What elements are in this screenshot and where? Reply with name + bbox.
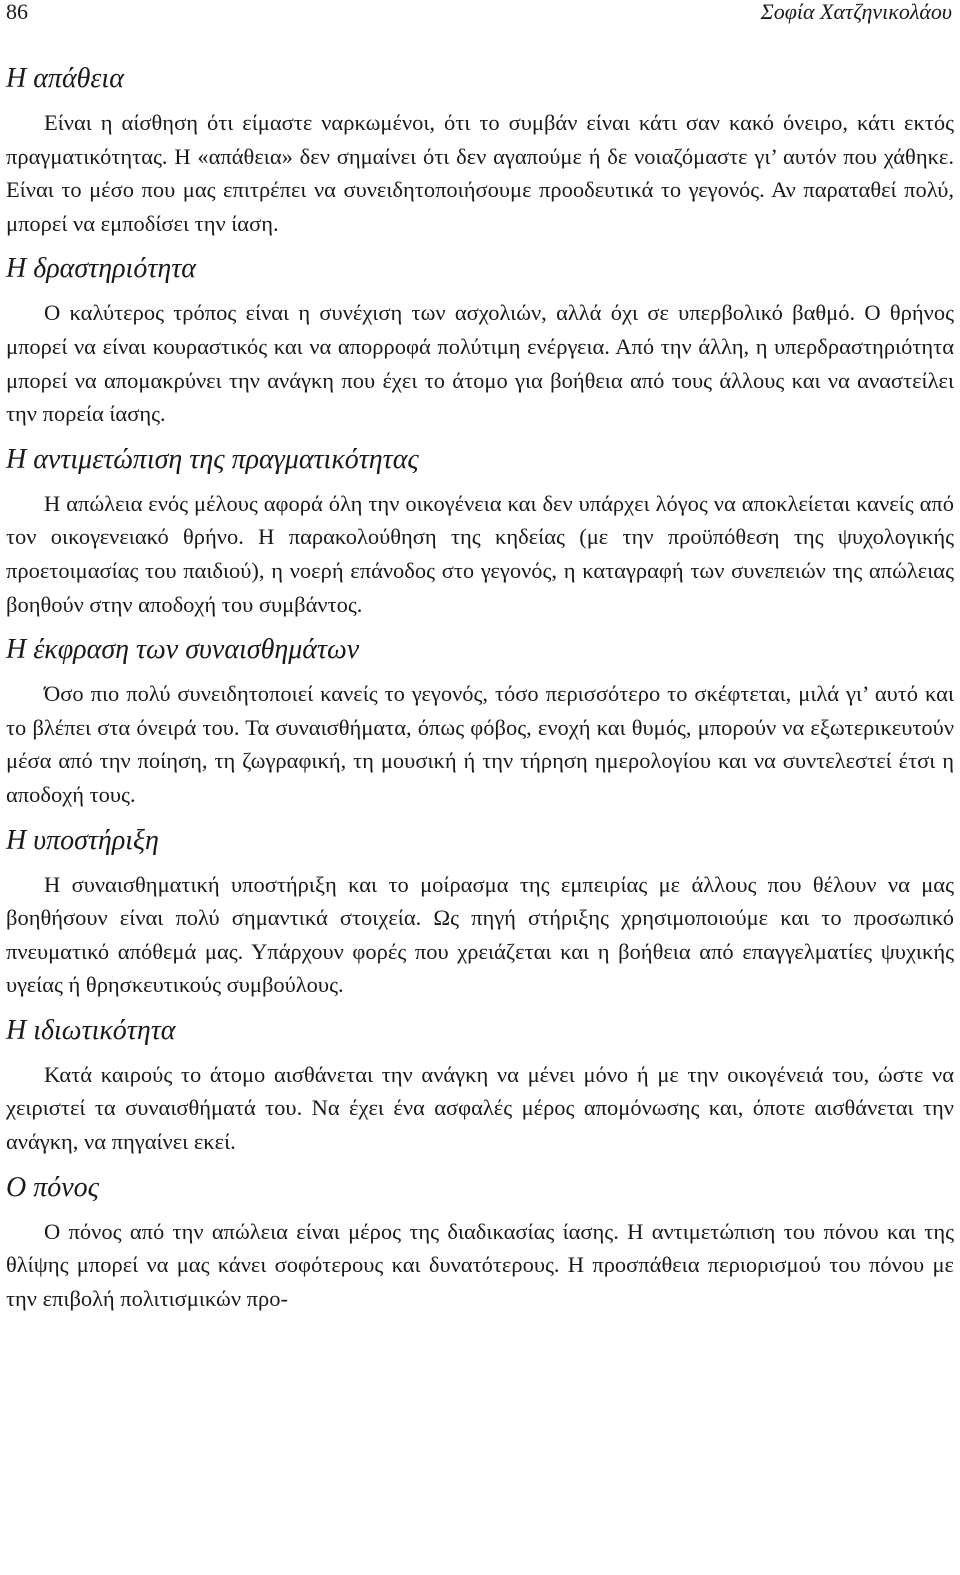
section-idiotikotita <box>6 1010 954 1159</box>
section-paragraph: Όσο πιο πολύ συνειδητοποιεί κανείς το γεγονός, τόσο περισσότερο το σκέφτεται, μιλά γι’ αυτό και το βλέπει στα όνειρά του. Τα συναισθήματα, όπως φόβος, ενοχή και θυμός, μπορούν να εξωτερικευτούν μέσα από την ποίηση, τη ζωγραφική, τη μουσική ή την τήρηση ημερολογίου και να συντελεστεί έτσι η αποδοχή τους. <box>6 681 954 807</box>
running-head <box>0 0 960 30</box>
section-heading: Ο πόνος <box>6 1171 100 1203</box>
section-heading: Η έκφραση των συναισθημάτων <box>6 634 360 666</box>
section-heading: Η ιδιωτικότητα <box>6 1014 176 1046</box>
section-heading: Η υποστήριξη <box>6 824 159 856</box>
section-antimetopisi <box>6 439 954 621</box>
section-paragraph: Ο καλύτερος τρόπος είναι η συνέχιση των ασχολιών, αλλά όχι σε υπερβολικό βαθμό. Ο θρήνος μπορεί να είναι κουραστικός και να απορροφά πολύτιμη ενέργεια. Από την άλλη, η υπερδραστηριότητα μπορεί να απομακρύνει την ανάγκη που έχει το άτομο για βοήθεια από τους άλλους και να αναστείλει την πορεία ίασης. <box>6 300 954 427</box>
section-heading: Η δραστηριότητα <box>6 253 196 285</box>
section-paragraph: Η απώλεια ενός μέλους αφορά όλη την οικογένεια και δεν υπάρχει λόγος να αποκλείεται κανείς από τον οικογενειακό θρήνο. Η παρακολούθηση της κηδείας (με την προϋπόθεση της ψυχολογικής προετοιμασίας του παιδιού), η νοερή επάνοδος στο γεγονός, η καταγραφή των συνεπειών της απώλειας βοηθούν στην αποδοχή του συμβάντος. <box>6 490 954 617</box>
section-paragraph: Ο πόνος από την απώλεια είναι μέρος της διαδικασίας ίασης. Η αντιμετώπιση του πόνου και της θλίψης μπορεί να μας κάνει σοφότερους και δυνατότερους. Η προσπάθεια περιορισμού του πόνου με την επιβολή πολιτισμικών προ- <box>6 1218 954 1311</box>
section-paragraph: Είναι η αίσθηση ότι είμαστε ναρκωμένοι, ότι το συμβάν είναι κάτι σαν κακό όνειρο, κάτι εκτός πραγματικότητας. Η «απάθεια» δεν σημαίνει ότι δεν αγαπούμε ή δε νοιαζόμαστε γι’ αυτόν που χάθηκε. Είναι το μέσο που μας επιτρέπει να συνειδητοποιήσουμε προοδευτικά το γεγονός. Αν παραταθεί πολύ, μπορεί να εμποδίσει την ίαση. <box>6 110 954 236</box>
section-ypostirixi <box>6 820 954 1002</box>
running-head-author: Σοφία Χατζηνικολάου <box>760 0 952 24</box>
section-paragraph: Η συναισθηματική υποστήριξη και το μοίρασμα της εμπειρίας με άλλους που θέλουν να μας βοηθήσουν είναι πολύ σημαντικά στοιχεία. Ως πηγή στήριξης χρησιμοποιούμε και το προσωπικό πνευματικό απόθεμά μας. Υπάρχουν φορές που χρειάζεται και η βοήθεια από επαγγελματίες ψυχικής υγείας ή θρησκευτικούς συμβούλους. <box>6 871 954 998</box>
section-paragraph: Κατά καιρούς το άτομο αισθάνεται την ανάγκη να μένει μόνο ή με την οικογένειά του, ώστε να χειριστεί τα συναισθήματά του. Να έχει ένα ασφαλές μέρος απομόνωσης και, όποτε αισθάνεται την ανάγκη, να πηγαίνει εκεί. <box>6 1061 954 1155</box>
section-drastiriotita <box>6 248 954 430</box>
section-ponos <box>6 1167 954 1316</box>
section-heading: Η απάθεια <box>6 63 124 94</box>
page-body <box>6 58 954 1323</box>
section-ekfrasi <box>6 629 954 811</box>
page-number: 86 <box>6 0 28 24</box>
section-apatheia <box>6 58 954 240</box>
section-heading: Η αντιμετώπιση της πραγματικότητας <box>6 443 419 475</box>
